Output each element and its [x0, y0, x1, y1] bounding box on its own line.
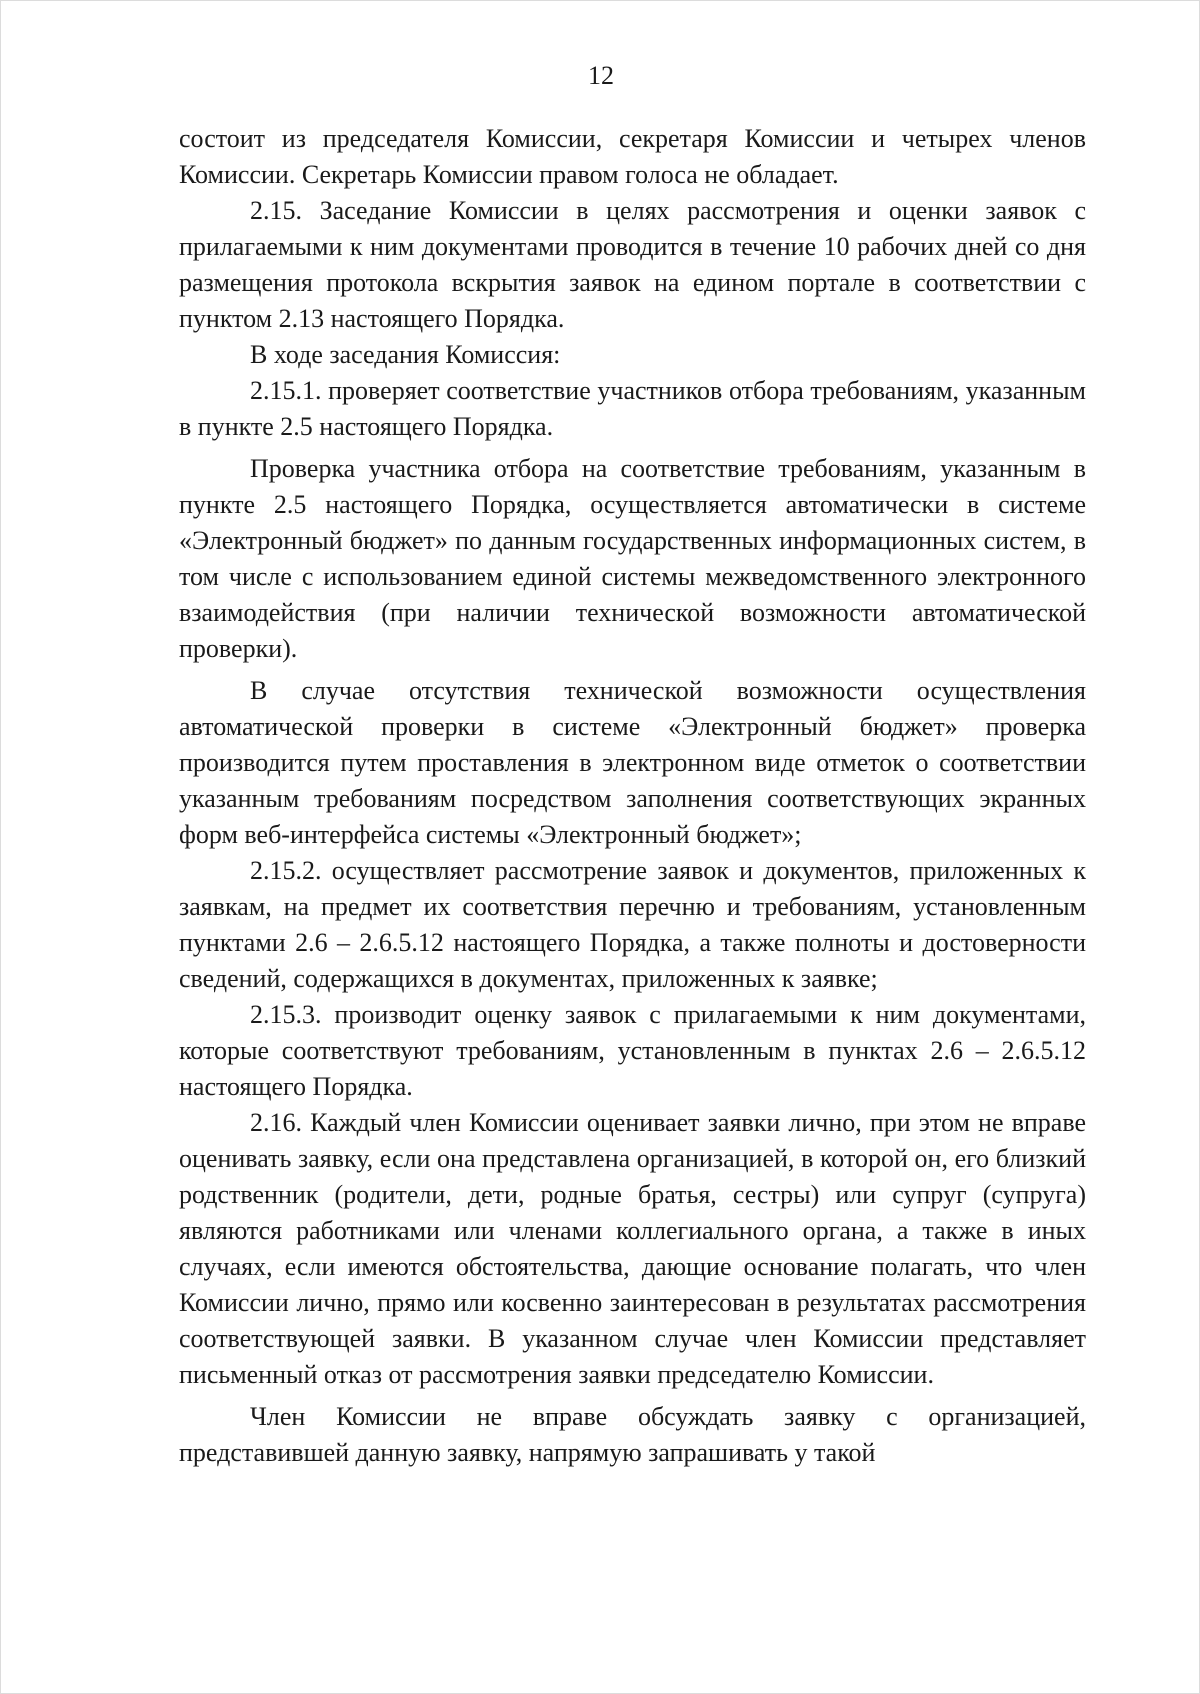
- paragraph-2-15-3: 2.15.3. производит оценку заявок с прилагаемыми к ним документами, которые соответствуют требованиям, установленным в пунктах 2.6 – 2.6.5.12 настоящего Порядка.: [179, 1000, 1086, 1101]
- paragraph-2-15: 2.15. Заседание Комиссии в целях рассмотрения и оценки заявок с прилагаемыми к ним документами проводится в течение 10 рабочих дней со дня размещения протокола вскрытия заявок на едином портале в соответствии с пунктом 2.13 настоящего Порядка.: [179, 196, 1086, 333]
- paragraph-automatic-check: Проверка участника отбора на соответствие требованиям, указанным в пункте 2.5 настоящего Порядка, осуществляется автоматически в системе «Электронный бюджет» по данным государственных информационных систем, в том числе с использованием единой системы межведомственного электронного взаимодействия (при наличии технической возможности автоматической проверки).: [179, 454, 1086, 663]
- paragraph-2-16: 2.16. Каждый член Комиссии оценивает заявки лично, при этом не вправе оценивать заявку, если она представлена организацией, в которой он, его близкий родственник (родители, дети, родные братья, сестры) или супруг (супруга) являются работниками или членами коллегиального органа, а также в иных случаях, если имеются обстоятельства, дающие основание полагать, что член Комиссии лично, прямо или косвенно заинтересован в результатах рассмотрения соответствующей заявки. В указанном случае член Комиссии представляет письменный отказ от рассмотрения заявки председателю Комиссии.: [179, 1108, 1086, 1389]
- paragraph-2-15-2: 2.15.2. осуществляет рассмотрение заявок и документов, приложенных к заявкам, на предмет их соответствия перечню и требованиям, установленным пунктами 2.6 – 2.6.5.12 настоящего Порядка, а также полноты и достоверности сведений, содержащихся в документах, приложенных к заявке;: [179, 856, 1086, 993]
- paragraph-commission-composition: состоит из председателя Комиссии, секретаря Комиссии и четырех членов Комиссии. Секретарь Комиссии правом голоса не обладает.: [179, 124, 1086, 189]
- paragraph-2-15-1: 2.15.1. проверяет соответствие участников отбора требованиям, указанным в пункте 2.5 настоящего Порядка.: [179, 376, 1086, 441]
- paragraph-meeting-intro: В ходе заседания Комиссия:: [250, 340, 561, 369]
- document-body: [179, 121, 1086, 1471]
- paragraph-member-restriction: Член Комиссии не вправе обсуждать заявку с организацией, представившей данную заявку, напрямую запрашивать у такой: [179, 1402, 1086, 1467]
- paragraph-manual-check: В случае отсутствия технической возможности осуществления автоматической проверки в системе «Электронный бюджет» проверка производится путем проставления в электронном виде отметок о соответствии указанным требованиям посредством заполнения соответствующих экранных форм веб-интерфейса системы «Электронный бюджет»;: [179, 676, 1086, 849]
- page-number: 12: [588, 61, 614, 90]
